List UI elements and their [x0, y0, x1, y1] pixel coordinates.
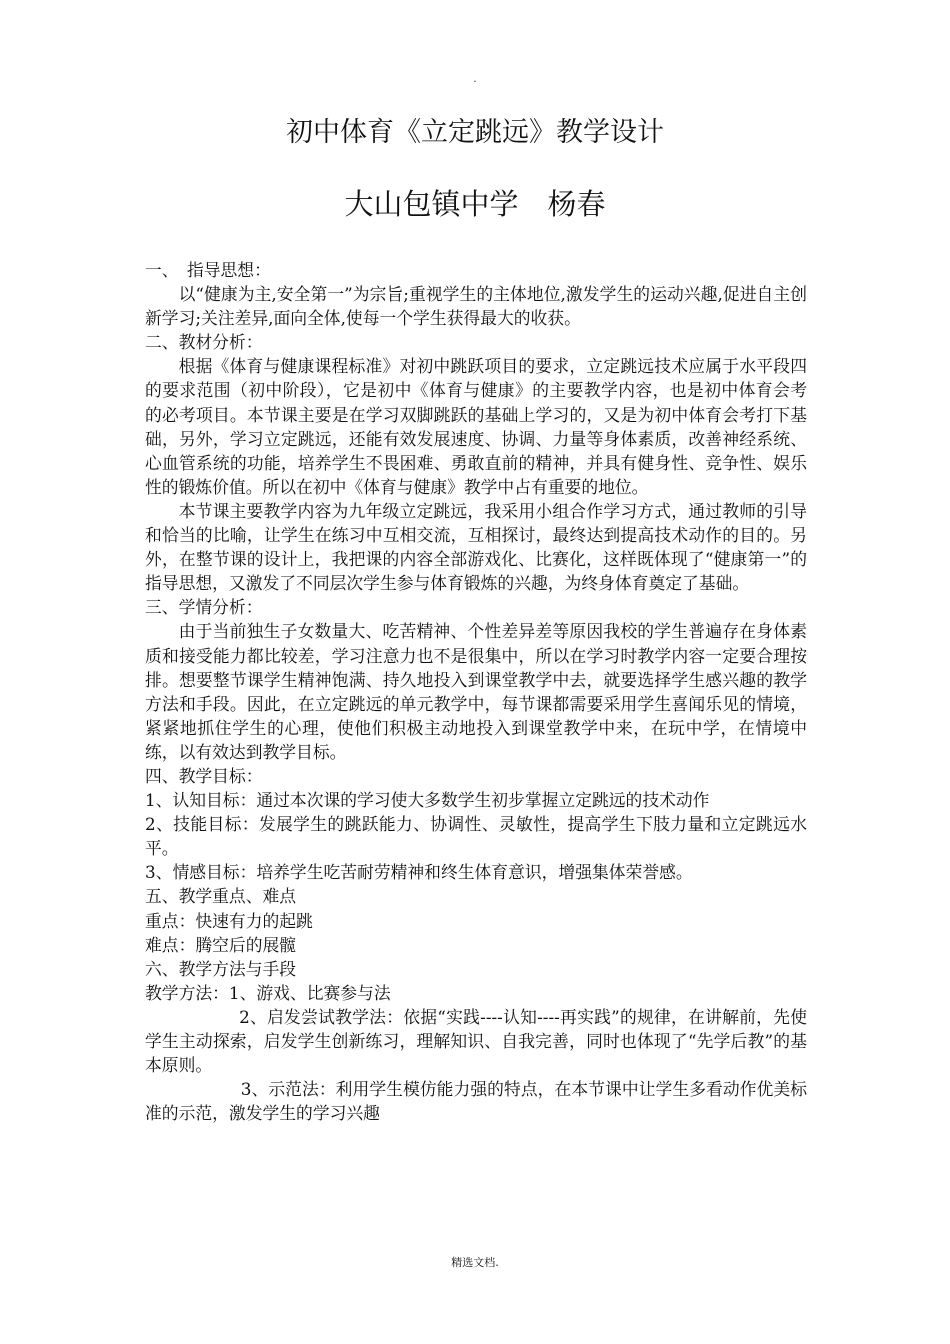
- section-heading-key-points: 五、教学重点、难点: [145, 886, 297, 907]
- goal-skill: 2、技能目标：发展学生的跳跃能力、协调性、灵敏性，提高学生下肢力量和立定跳远水平。: [145, 814, 807, 859]
- paragraph-guiding-ideology: 以“健康为主,安全第一”为宗旨;重视学生的主体地位,激发学生的运动兴趣,促进自主创新学习;关注差异,面向全体,使每一个学生获得最大的收获。: [145, 284, 807, 329]
- document-author: 大山包镇中学 杨春: [344, 187, 606, 221]
- difficult-point: 难点：腾空后的展髋: [145, 934, 297, 955]
- method-3: 3、示范法：利用学生模仿能力强的特点，在本节课中让学生多看动作优美标准的示范，激发学生的学习兴趣: [145, 1079, 807, 1124]
- section-heading-student-analysis: 三、学情分析：: [145, 597, 263, 618]
- header-mark: .: [473, 74, 477, 85]
- paragraph-material-analysis-1: 根据《体育与健康课程标准》对初中跳跃项目的要求，立定跳远技术应属于水平段四的要求范围（初中阶段），它是初中《体育与健康》的主要教学内容，也是初中体育会考的必考项目。本节课主要是在学习双脚跳跃的基础上学习的，又是为初中体育会考打下基础，另外，学习立定跳远，还能有效发展速度、协调、力量等身体素质，改善神经系统、心血管系统的功能，培养学生不畏困难、勇敢直前的精神，并具有健身性、竞争性、娱乐性的锻炼价值。所以在初中《体育与健康》教学中占有重要的地位。: [145, 356, 807, 497]
- goal-cognitive: 1、认知目标：通过本次课的学习使大多数学生初步掌握立定跳远的技术动作: [145, 790, 710, 811]
- section-heading-teaching-goals: 四、教学目标：: [145, 765, 263, 786]
- document-title: 初中体育《立定跳远》教学设计: [286, 117, 664, 148]
- section-heading-methods: 六、教学方法与手段: [145, 958, 297, 979]
- method-2: 2、启发尝试教学法：依据“实践----认知----再实践”的规律，在讲解前，先使学生主动探索，启发学生创新练习，理解知识、自我完善，同时也体现了“先学后教”的基本原则。: [145, 1006, 807, 1076]
- method-1: 教学方法：1、游戏、比赛参与法: [145, 982, 391, 1003]
- paragraph-student-analysis: 由于当前独生子女数量大、吃苦精神、个性差异差等原因我校的学生普遍存在身体素质和接受能力都比较差，学习注意力也不是很集中，所以在学习时教学内容一定要合理按排。想要整节课学生精神饱满、持久地投入到课堂教学中去，就要选择学生感兴趣的教学方法和手段。因此，在立定跳远的单元教学中，每节课都需要采用学生喜闻乐见的情境，紧紧地抓住学生的心理，使他们积极主动地投入到课堂教学中来，在玩中学，在情境中练，以有效达到教学目标。: [145, 621, 807, 762]
- page-footer: 精选文档.: [451, 1256, 499, 1269]
- goal-emotion: 3、情感目标：培养学生吃苦耐劳精神和终生体育意识，增强集体荣誉感。: [145, 862, 693, 883]
- document-body: [145, 258, 807, 1125]
- section-heading-guiding-ideology: 一、 指导思想：: [145, 260, 271, 280]
- section-heading-material-analysis: 二、教材分析：: [145, 332, 263, 353]
- key-point: 重点：快速有力的起跳: [145, 910, 313, 931]
- paragraph-material-analysis-2: 本节课主要教学内容为九年级立定跳远，我采用小组合作学习方式，通过教师的引导和恰当的比喻，让学生在练习中互相交流，互相探讨，最终达到提高技术动作的目的。另外，在整节课的设计上，我把课的内容全部游戏化、比赛化，这样既体现了“健康第一”的指导思想，又激发了不同层次学生参与体育锻炼的兴趣，为终身体育奠定了基础。: [145, 500, 807, 594]
